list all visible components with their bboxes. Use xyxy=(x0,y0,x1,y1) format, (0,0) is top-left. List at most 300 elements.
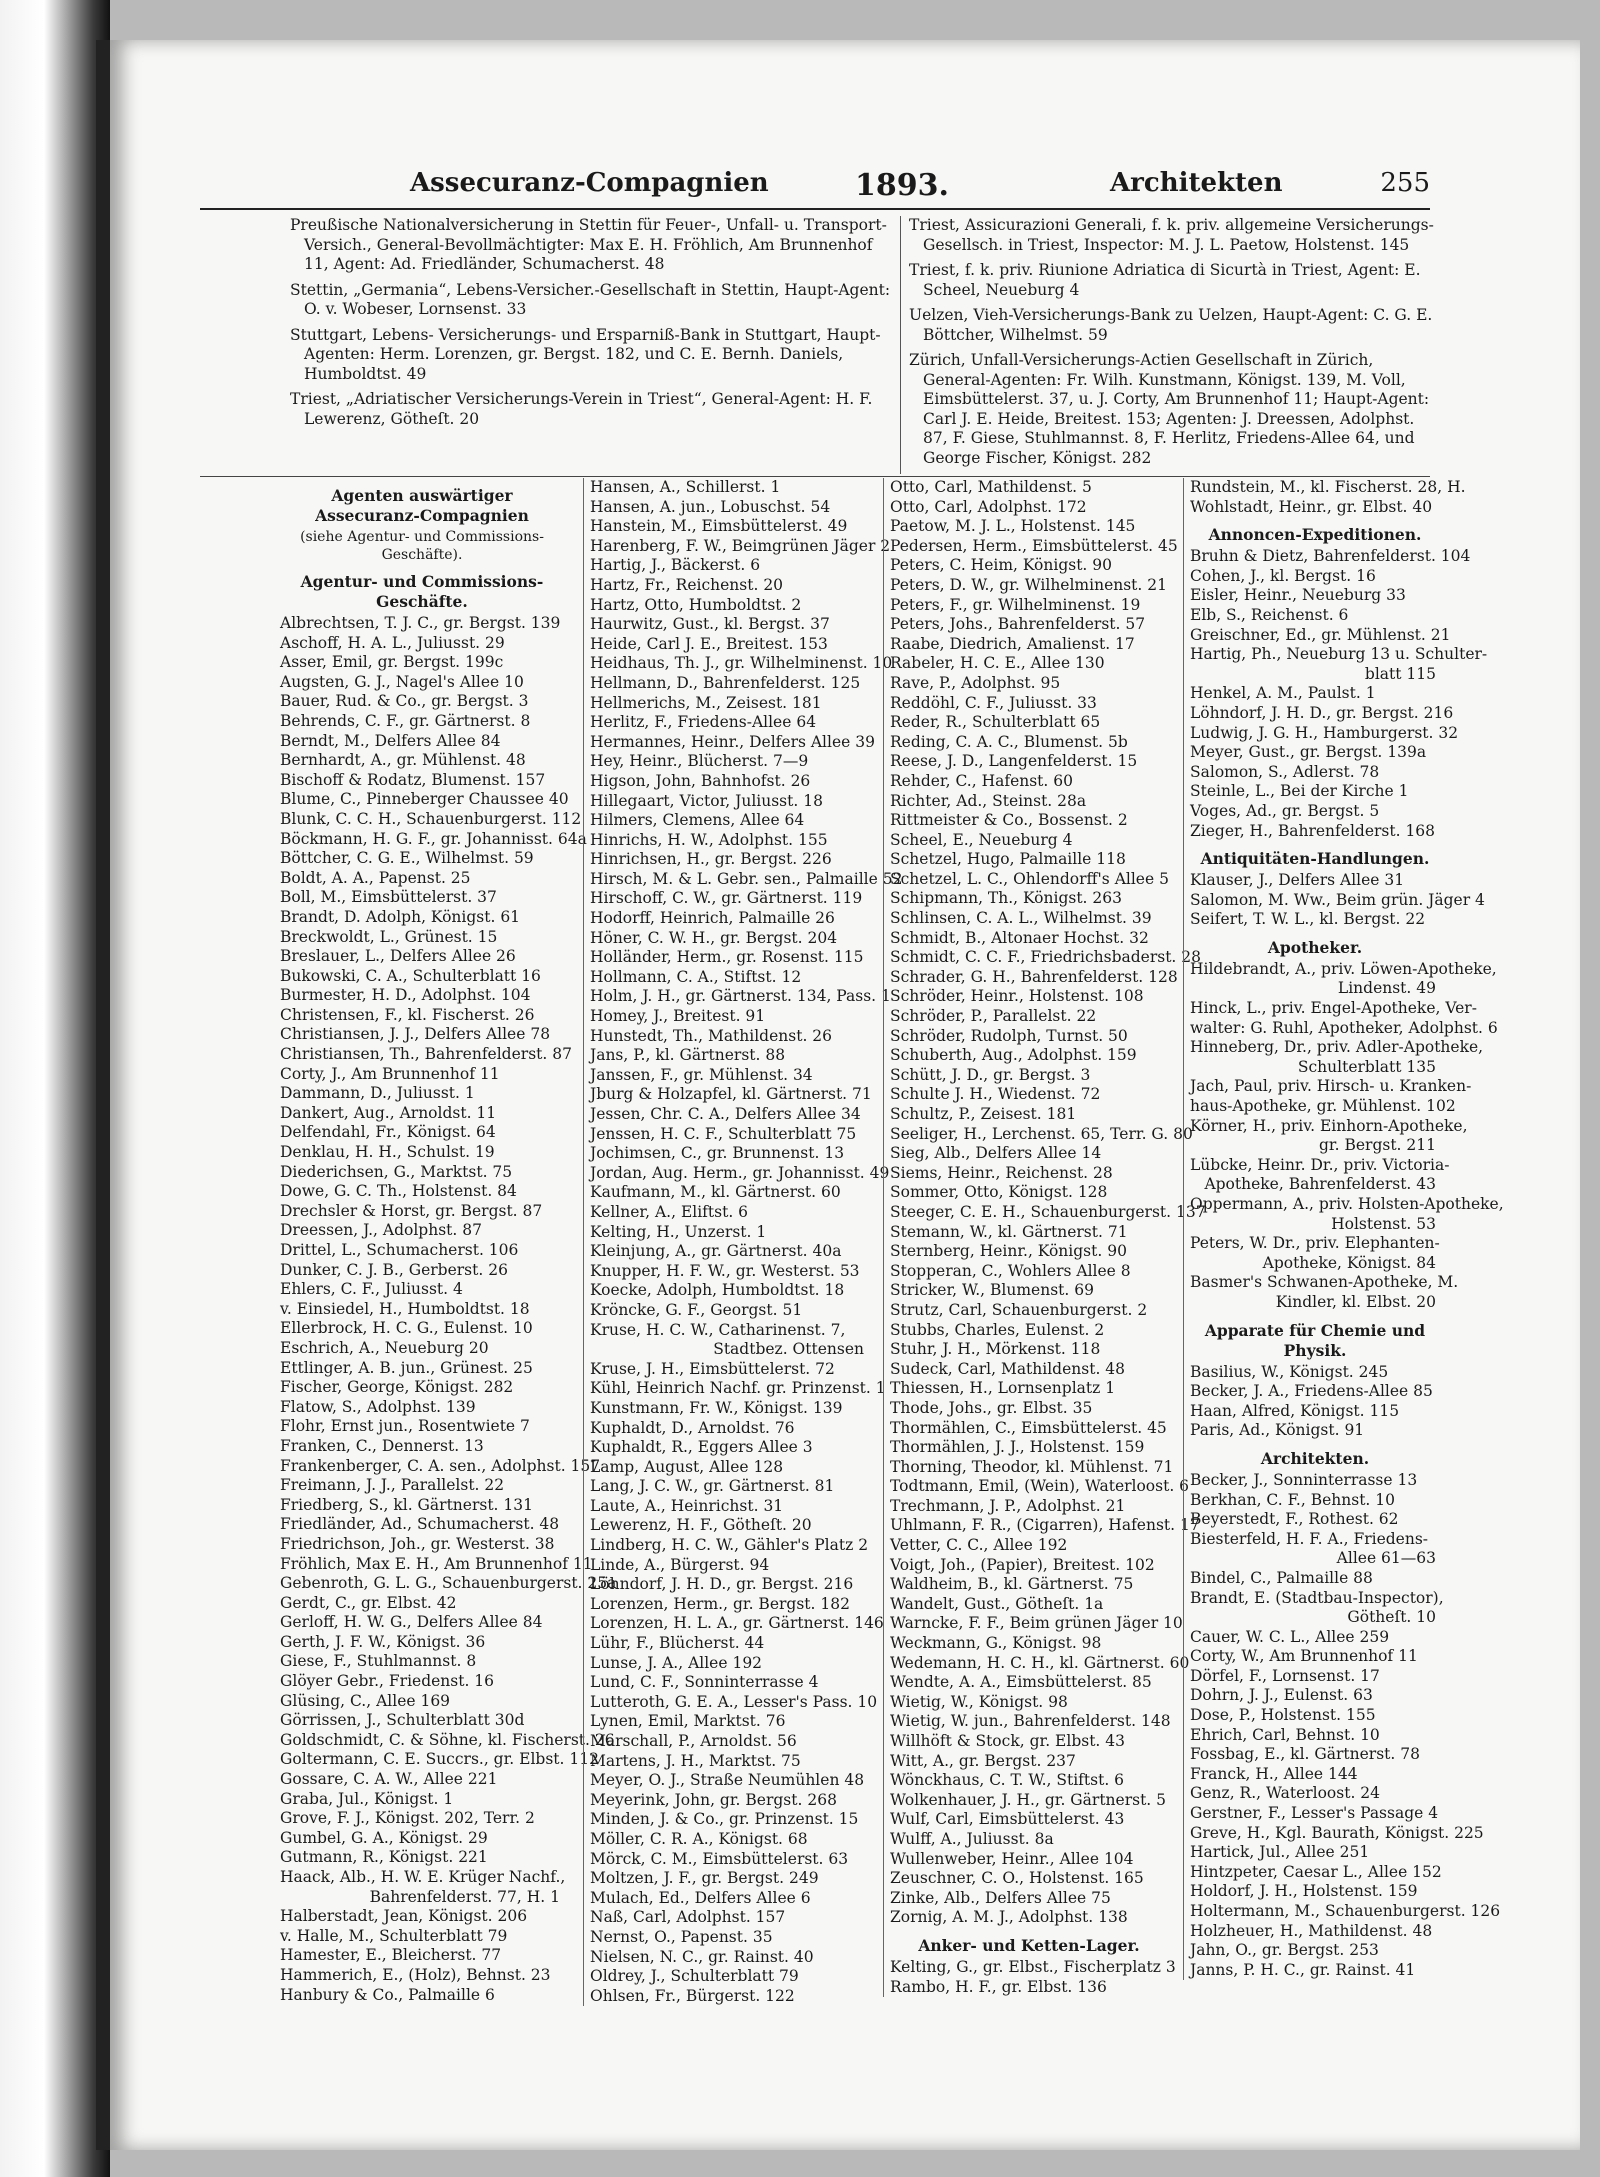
directory-line: Cohen, J., kl. Bergst. 16 xyxy=(1190,566,1376,585)
directory-line: Kindler, kl. Elbst. 20 xyxy=(1275,1292,1436,1311)
directory-line: Klauser, J., Delfers Allee 31 xyxy=(1190,871,1405,890)
directory-line: Heidhaus, Th. J., gr. Wilhelminenst. 10 xyxy=(590,654,893,673)
directory-line: Dammann, D., Juliusst. 1 xyxy=(280,1084,475,1103)
directory-line: Giese, F., Stuhlmannst. 8 xyxy=(280,1652,477,1671)
directory-line: Bahrenfelderst. 77, H. 1 xyxy=(369,1887,560,1906)
entry-list xyxy=(1190,478,1466,517)
directory-line: Wedemann, H. C. H., kl. Gärtnerst. 60 xyxy=(890,1653,1190,1672)
directory-line: walter: G. Ruhl, Apotheker, Adolphst. 6 xyxy=(1190,1018,1498,1037)
directory-line: Friedberg, S., kl. Gärtnerst. 131 xyxy=(280,1495,533,1514)
directory-line: Holdorf, J. H., Holstenst. 159 xyxy=(1190,1882,1418,1901)
column-2 xyxy=(583,478,903,2006)
directory-line: Wullenweber, Heinr., Allee 104 xyxy=(890,1849,1134,1868)
directory-line: Delfendahl, Fr., Königst. 64 xyxy=(280,1123,496,1142)
directory-line: Jenssen, H. C. F., Schulterblatt 75 xyxy=(590,1124,857,1143)
directory-line: Augsten, G. J., Nagel's Allee 10 xyxy=(280,672,524,691)
directory-line: Gumbel, G. A., Königst. 29 xyxy=(280,1828,488,1847)
directory-line: Breckwoldt, L., Grünest. 15 xyxy=(280,927,498,946)
directory-line: Raabe, Diedrich, Amalienst. 17 xyxy=(890,634,1135,653)
directory-line: Nernst, O., Papenst. 35 xyxy=(590,1927,773,1946)
directory-line: Schröder, Heinr., Holstenst. 108 xyxy=(890,987,1144,1006)
directory-line: Basmer's Schwanen-Apotheke, M. xyxy=(1190,1273,1459,1292)
directory-line: Sternberg, Heinr., Königst. 90 xyxy=(890,1242,1127,1261)
directory-line: Zieger, H., Bahrenfelderst. 168 xyxy=(1190,821,1436,840)
directory-line: Flatow, S., Adolphst. 139 xyxy=(280,1397,476,1416)
directory-line: Stricker, W., Blumenst. 69 xyxy=(890,1281,1094,1300)
directory-line: Goldschmidt, C. & Söhne, kl. Fischerst. 26 xyxy=(280,1730,615,1749)
directory-line: Stubbs, Charles, Eulenst. 2 xyxy=(890,1320,1105,1339)
directory-line: Dohrn, J. J., Eulenst. 63 xyxy=(1190,1686,1373,1705)
directory-line: Hartz, Otto, Humboldtst. 2 xyxy=(590,595,802,614)
directory-line: Kruse, H. C. W., Catharinenst. 7, xyxy=(590,1320,846,1339)
directory-line: Hinrichsen, H., gr. Bergst. 226 xyxy=(590,850,832,869)
directory-line: Gerth, J. F. W., Königst. 36 xyxy=(280,1632,486,1651)
directory-line: Gebenroth, G. L. G., Schauenburgerst. 25a xyxy=(280,1574,617,1593)
directory-line: Stopperan, C., Wohlers Allee 8 xyxy=(890,1261,1131,1280)
directory-line: Salomon, M. Ww., Beim grün. Jäger 4 xyxy=(1190,890,1485,909)
header-left-title: Assecuranz-Compagnien xyxy=(410,168,769,198)
directory-line: Koecke, Adolph, Humboldtst. 18 xyxy=(590,1281,845,1300)
directory-line: Sieg, Alb., Delfers Allee 14 xyxy=(890,1144,1102,1163)
directory-line: Trechmann, J. P., Adolphst. 21 xyxy=(890,1496,1126,1515)
directory-line: Mulach, Ed., Delfers Allee 6 xyxy=(590,1888,811,1907)
directory-line: Götheſt. 10 xyxy=(1347,1608,1436,1627)
directory-line: Albrechtsen, T. J. C., gr. Bergst. 139 xyxy=(280,614,561,632)
directory-line: Elb, S., Reichenst. 6 xyxy=(1190,605,1349,624)
directory-line: Drittel, L., Schumacherst. 106 xyxy=(280,1241,519,1259)
directory-line: Reddöhl, C. F., Juliusst. 33 xyxy=(890,693,1097,712)
directory-line: Reding, C. A. C., Blumenst. 5b xyxy=(890,732,1128,751)
directory-line: Zinke, Alb., Delfers Allee 75 xyxy=(890,1888,1111,1907)
directory-line: Hodorff, Heinrich, Palmaille 26 xyxy=(590,909,835,928)
section-title: Agenten auswärtiger Assecuranz-Compagnien xyxy=(315,486,529,525)
directory-line: Schetzel, L. C., Ohlendorff's Allee 5 xyxy=(890,869,1169,888)
directory-line: Janns, P. H. C., gr. Rainst. 41 xyxy=(1190,1960,1416,1979)
directory-line: Willhöft & Stock, gr. Elbst. 43 xyxy=(890,1732,1126,1750)
directory-line: Rehder, C., Hafenst. 60 xyxy=(890,771,1073,790)
directory-line: Glöyer Gebr., Friedenst. 16 xyxy=(280,1672,495,1691)
directory-line: haus-Apotheke, gr. Mühlenst. 102 xyxy=(1190,1097,1456,1116)
directory-line: Weckmann, G., Königst. 98 xyxy=(890,1634,1102,1653)
directory-line: Schlinsen, C. A. L., Wilhelmst. 39 xyxy=(890,909,1152,928)
directory-line: Hermannes, Heinr., Delfers Allee 39 xyxy=(590,732,875,751)
directory-line: Janssen, F., gr. Mühlenst. 34 xyxy=(590,1065,813,1084)
directory-line: Wolkenhauer, J. H., gr. Gärtnerst. 5 xyxy=(890,1790,1167,1809)
directory-entry: Stuttgart, Lebens- Versicherungs- und Ersparniß-Bank in Stuttgart, Haupt-Agenten: Herm. Lorenzen, gr. Bergst. 182, und C. E. Bernh. Daniels, Humboldtst. 49 xyxy=(290,325,881,383)
directory-line: Fischer, George, Königst. 282 xyxy=(280,1378,514,1397)
directory-line: Meyer, Gust., gr. Bergst. 139a xyxy=(1190,743,1427,762)
directory-line: Schipmann, Th., Königst. 263 xyxy=(890,889,1123,908)
directory-line: Marschall, P., Arnoldst. 56 xyxy=(590,1732,797,1750)
directory-line: Thiessen, H., Lornsenplatz 1 xyxy=(890,1379,1116,1398)
directory-line: Fröhlich, Max E. H., Am Brunnenhof 11 xyxy=(280,1554,593,1573)
directory-line: Oldrey, J., Schulterblatt 79 xyxy=(590,1967,799,1986)
directory-line: Thormählen, J. J., Holstenst. 159 xyxy=(890,1438,1145,1457)
directory-line: Eschrich, A., Neueburg 20 xyxy=(280,1338,489,1357)
directory-line: Ettlinger, A. B. jun., Grünest. 25 xyxy=(280,1358,533,1377)
directory-line: Jochimsen, C., gr. Brunnenst. 13 xyxy=(590,1144,845,1163)
directory-line: Peters, W. Dr., priv. Elephanten- xyxy=(1190,1234,1440,1253)
directory-line: Wulf, Carl, Eimsbüttelerst. 43 xyxy=(890,1810,1125,1829)
directory-entry: Zürich, Unfall-Versicherungs-Actien Gesellschaft in Zürich, General-Agenten: Fr. Wilh. Kunstmann, Königst. 139, M. Voll, Eimsbüttelerst. 37, u. J. Corty, Am Brunnenhof 11; Haupt-Agent: Carl J. E. Heide, Breitest. 153; Agenten: J. Dreessen, Adolphst. 87, F. Giese, Stuhlmannst. 8, F. Herlitz, Friedens-Allee 64, und George Fischer, Königst. 282 xyxy=(909,351,1430,467)
directory-line: Genz, R., Waterloost. 24 xyxy=(1190,1784,1381,1803)
column-4 xyxy=(1183,478,1504,1980)
directory-line: Wendte, A. A., Eimsbüttelerst. 85 xyxy=(890,1673,1152,1692)
directory-line: Zornig, A. M. J., Adolphst. 138 xyxy=(890,1908,1128,1927)
top-left-column xyxy=(290,216,900,435)
directory-line: Glüsing, C., Allee 169 xyxy=(280,1691,451,1710)
directory-line: Mörck, C. M., Eimsbüttelerst. 63 xyxy=(590,1849,849,1868)
directory-line: Friedrichson, Joh., gr. Westerst. 38 xyxy=(280,1534,555,1553)
directory-line: Bukowski, C. A., Schulterblatt 16 xyxy=(280,966,541,985)
directory-line: Becker, J. A., Friedens-Allee 85 xyxy=(1190,1382,1433,1401)
directory-line: Lorenzen, Herm., gr. Bergst. 182 xyxy=(590,1594,850,1613)
directory-line: Otto, Carl, Adolphst. 172 xyxy=(890,497,1087,516)
directory-line: Franken, C., Dennerst. 13 xyxy=(280,1436,484,1455)
directory-line: Lindenst. 49 xyxy=(1337,979,1436,998)
directory-line: Rave, P., Adolphst. 95 xyxy=(890,673,1061,692)
directory-line: Hinneberg, Dr., priv. Adler-Apotheke, xyxy=(1190,1038,1484,1057)
directory-line: Sommer, Otto, Königst. 128 xyxy=(890,1183,1108,1202)
directory-line: Knupper, H. F. W., gr. Westerst. 53 xyxy=(590,1261,860,1280)
directory-line: Breslauer, L., Delfers Allee 26 xyxy=(280,947,516,966)
directory-line: Kleinjung, A., gr. Gärtnerst. 40a xyxy=(590,1242,842,1261)
directory-line: Siems, Heinr., Reichenst. 28 xyxy=(890,1163,1113,1182)
directory-line: Holtermann, M., Schauenburgerst. 126 xyxy=(1190,1902,1501,1920)
directory-line: Graba, Jul., Königst. 1 xyxy=(280,1789,454,1808)
directory-line: Haan, Alfred, Königst. 115 xyxy=(1190,1401,1400,1420)
directory-line: Hellmann, D., Bahrenfelderst. 125 xyxy=(590,673,861,692)
directory-line: Gerstner, F., Lesser's Passage 4 xyxy=(1190,1804,1439,1823)
directory-line: Halberstadt, Jean, Königst. 206 xyxy=(280,1907,528,1926)
directory-line: Hey, Heinr., Blücherst. 7—9 xyxy=(590,752,809,771)
directory-line: Hunstedt, Th., Mathildenst. 26 xyxy=(590,1026,833,1045)
directory-line: v. Einsiedel, H., Humboldtst. 18 xyxy=(280,1299,530,1318)
directory-line: Görrissen, J., Schulterblatt 30d xyxy=(280,1711,525,1730)
directory-line: Vetter, C. C., Allee 192 xyxy=(890,1536,1068,1555)
directory-line: Voges, Ad., gr. Bergst. 5 xyxy=(1190,801,1380,820)
directory-line: Haurwitz, Gust., kl. Bergst. 37 xyxy=(590,615,830,634)
directory-line: Bauer, Rud. & Co., gr. Bergst. 3 xyxy=(280,692,529,711)
directory-line: Fossbag, E., kl. Gärtnerst. 78 xyxy=(1190,1745,1420,1764)
directory-line: Gerdt, C., gr. Elbst. 42 xyxy=(280,1593,457,1612)
directory-line: Blume, C., Pinneberger Chaussee 40 xyxy=(280,790,569,809)
directory-line: Richter, Ad., Steinst. 28a xyxy=(890,791,1087,810)
directory-line: Hartig, Ph., Neueburg 13 u. Schulter- xyxy=(1190,645,1488,664)
directory-line: Waldheim, B., kl. Gärtnerst. 75 xyxy=(890,1575,1134,1594)
directory-line: Hellmerichs, M., Zeisest. 181 xyxy=(590,693,822,712)
directory-line: Asser, Emil, gr. Bergst. 199c xyxy=(280,653,504,672)
directory-line: Körner, H., priv. Einhorn-Apotheke, xyxy=(1190,1116,1468,1135)
directory-line: Brandt, E. (Stadtbau-Inspector), xyxy=(1190,1588,1444,1607)
directory-line: Holländer, Herm., gr. Rosenst. 115 xyxy=(590,948,864,967)
directory-line: Lorenzen, H. L. A., gr. Gärtnerst. 146 xyxy=(590,1614,884,1633)
directory-line: Peters, D. W., gr. Wilhelminenst. 21 xyxy=(890,575,1167,594)
directory-line: Salomon, S., Adlerst. 78 xyxy=(1190,762,1380,781)
directory-line: Rundstein, M., kl. Fischerst. 28, H. xyxy=(1190,478,1466,496)
entry-list xyxy=(1190,1470,1501,1980)
directory-line: gr. Bergst. 211 xyxy=(1319,1136,1436,1155)
directory-line: Nielsen, N. C., gr. Rainst. 40 xyxy=(590,1947,814,1966)
page-header xyxy=(200,168,1430,210)
directory-line: Higson, John, Bahnhofst. 26 xyxy=(590,771,811,790)
directory-line: Hartig, J., Bäckerst. 6 xyxy=(590,556,761,575)
directory-line: Friedländer, Ad., Schumacherst. 48 xyxy=(280,1515,560,1534)
top-right-column xyxy=(900,216,1439,474)
page-number: 255 xyxy=(1380,168,1430,198)
directory-line: Kelting, H., Unzerst. 1 xyxy=(590,1222,767,1241)
section-title: Agentur- und Commissions-Geschäfte. xyxy=(300,572,544,611)
directory-line: Burmester, H. D., Adolphst. 104 xyxy=(280,986,531,1005)
directory-line: Allee 61—63 xyxy=(1336,1549,1436,1568)
directory-line: Bruhn & Dietz, Bahrenfelderst. 104 xyxy=(1190,547,1471,566)
top-entries xyxy=(200,216,1434,477)
directory-line: Zeuschner, C. O., Holstenst. 165 xyxy=(890,1869,1144,1888)
directory-line: Bindel, C., Palmaille 88 xyxy=(1190,1568,1373,1587)
book-spine xyxy=(0,0,110,2177)
directory-line: Schuberth, Aug., Adolphst. 159 xyxy=(890,1046,1137,1065)
directory-line: Martens, J. H., Marktst. 75 xyxy=(590,1751,801,1770)
directory-line: Christensen, F., kl. Fischerst. 26 xyxy=(280,1005,535,1024)
directory-line: Dreessen, J., Adolphst. 87 xyxy=(280,1221,482,1240)
directory-line: Hildebrandt, A., priv. Löwen-Apotheke, xyxy=(1190,959,1497,978)
header-right-title: Architekten xyxy=(1110,168,1283,198)
directory-line: Reder, R., Schulterblatt 65 xyxy=(890,713,1101,732)
directory-line: Todtmann, Emil, (Wein), Waterloost. 6 xyxy=(890,1477,1190,1496)
section-title: Apparate für Chemie und Physik. xyxy=(1204,1320,1426,1360)
directory-line: Lübcke, Heinr. Dr., priv. Victoria- xyxy=(1190,1155,1450,1174)
directory-line: Apotheke, Königst. 84 xyxy=(1262,1253,1436,1272)
directory-line: Wietig, W. jun., Bahrenfelderst. 148 xyxy=(890,1712,1171,1731)
directory-line: Aschoff, H. A. L., Juliusst. 29 xyxy=(280,633,505,652)
directory-line: Böttcher, C. G. E., Wilhelmst. 59 xyxy=(280,849,534,868)
directory-line: Lund, C. F., Sonninterrasse 4 xyxy=(590,1673,819,1692)
header-year: 1893. xyxy=(855,168,949,203)
directory-line: Schultz, P., Zeisest. 181 xyxy=(890,1105,1077,1123)
directory-line: Beyerstedt, F., Rothest. 62 xyxy=(1190,1510,1399,1529)
directory-line: Strutz, Carl, Schauenburgerst. 2 xyxy=(890,1300,1148,1319)
directory-line: Christiansen, J. J., Delfers Allee 78 xyxy=(280,1025,551,1044)
directory-line: Steeger, C. E. H., Schauenburgerst. 137 xyxy=(890,1202,1206,1221)
directory-line: Hartick, Jul., Allee 251 xyxy=(1190,1843,1370,1862)
directory-line: Denklau, H. H., Schulst. 19 xyxy=(280,1143,495,1162)
directory-entry: Uelzen, Vieh-Versicherungs-Bank zu Uelzen, Haupt-Agent: C. G. E. Böttcher, Wilhelmst. 59 xyxy=(909,306,1433,344)
directory-line: Jahn, O., gr. Bergst. 253 xyxy=(1190,1941,1379,1960)
directory-line: Rittmeister & Co., Bossenst. 2 xyxy=(890,811,1128,830)
directory-line: Corty, W., Am Brunnenhof 11 xyxy=(1190,1647,1418,1666)
directory-line: Stadtbez. Ottensen xyxy=(713,1340,864,1359)
directory-line: Schulterblatt 135 xyxy=(1297,1057,1436,1076)
directory-line: Christiansen, Th., Bahrenfelderst. 87 xyxy=(280,1045,572,1064)
directory-line: Hillegaart, Victor, Juliusst. 18 xyxy=(590,791,823,810)
section-title: Antiquitäten-Handlungen. xyxy=(1200,849,1430,869)
directory-line: Boldt, A. A., Papenst. 25 xyxy=(280,868,471,887)
directory-line: Löhndorf, J. H. D., gr. Bergst. 216 xyxy=(590,1575,854,1594)
directory-line: Rambo, H. F., gr. Elbst. 136 xyxy=(890,1977,1107,1996)
entry-list xyxy=(1190,959,1504,1313)
directory-line: Naß, Carl, Adolphst. 157 xyxy=(590,1908,786,1927)
directory-line: Hartz, Fr., Reichenst. 20 xyxy=(590,575,784,594)
section-title: Architekten. xyxy=(1260,1448,1370,1468)
column-1 xyxy=(280,478,617,2005)
directory-line: Lindberg, H. C. W., Gähler's Platz 2 xyxy=(590,1536,869,1555)
entry-list xyxy=(590,478,903,2006)
section-title: Apotheker. xyxy=(1267,937,1363,957)
directory-line: Jach, Paul, priv. Hirsch- u. Kranken- xyxy=(1190,1077,1472,1096)
directory-line: Herlitz, F., Friedens-Allee 64 xyxy=(590,713,817,732)
directory-line: Apotheke, Bahrenfelderst. 43 xyxy=(1204,1175,1436,1194)
directory-line: Uhlmann, F. R., (Cigarren), Hafenst. 17 xyxy=(890,1516,1200,1535)
directory-line: Ehrich, Carl, Behnst. 10 xyxy=(1190,1725,1380,1744)
directory-line: Becker, J., Sonninterrasse 13 xyxy=(1190,1470,1418,1489)
entry-list xyxy=(890,1957,1176,1997)
directory-line: Lang, J. C. W., gr. Gärtnerst. 81 xyxy=(590,1477,835,1496)
directory-line: Kaufmann, M., kl. Gärtnerst. 60 xyxy=(590,1183,841,1202)
directory-columns xyxy=(280,478,1504,2158)
directory-line: Freimann, J. J., Parallelst. 22 xyxy=(280,1476,505,1495)
directory-line: Wandelt, Gust., Götheſt. 1a xyxy=(890,1594,1104,1613)
entry-list xyxy=(1190,547,1488,841)
directory-line: Gossare, C. A. W., Allee 221 xyxy=(280,1770,498,1789)
entry-list xyxy=(1190,1363,1440,1441)
directory-line: Wulff, A., Juliusst. 8a xyxy=(890,1829,1054,1848)
directory-line: Sudeck, Carl, Mathildenst. 48 xyxy=(890,1359,1126,1378)
directory-line: Hansen, A., Schillerst. 1 xyxy=(590,478,781,496)
directory-line: blatt 115 xyxy=(1364,664,1436,683)
directory-line: Bernhardt, A., gr. Mühlenst. 48 xyxy=(280,751,526,770)
entry-list xyxy=(280,614,617,2005)
directory-line: Kelting, G., gr. Elbst., Fischerplatz 3 xyxy=(890,1957,1176,1976)
directory-line: Holstenst. 53 xyxy=(1331,1214,1436,1233)
directory-line: Thormählen, C., Eimsbüttelerst. 45 xyxy=(890,1418,1167,1437)
directory-line: Otto, Carl, Mathildenst. 5 xyxy=(890,478,1092,496)
directory-line: Lewerenz, H. F., Götheſt. 20 xyxy=(590,1516,812,1535)
directory-line: Hollmann, C. A., Stiftst. 12 xyxy=(590,967,802,986)
directory-line: Basilius, W., Königst. 245 xyxy=(1190,1362,1389,1381)
directory-line: Minden, J. & Co., gr. Prinzenst. 15 xyxy=(590,1810,859,1829)
directory-line: Greischner, Ed., gr. Mühlenst. 21 xyxy=(1190,625,1451,644)
directory-line: Biesterfeld, H. F. A., Friedens- xyxy=(1190,1529,1429,1548)
directory-line: Hinck, L., priv. Engel-Apotheke, Ver- xyxy=(1190,999,1477,1018)
directory-line: Peters, C. Heim, Königst. 90 xyxy=(890,556,1113,575)
directory-line: Blunk, C. C. H., Schauenburgerst. 112 xyxy=(280,809,582,828)
directory-line: Diederichsen, G., Marktst. 75 xyxy=(280,1162,513,1181)
directory-line: Schrader, G. H., Bahrenfelderst. 128 xyxy=(890,967,1178,986)
directory-line: Grove, F. J., Königst. 202, Terr. 2 xyxy=(280,1809,535,1828)
directory-line: Schröder, P., Parallelst. 22 xyxy=(890,1007,1097,1026)
directory-line: Dowe, G. C. Th., Holstenst. 84 xyxy=(280,1182,517,1201)
directory-line: Berkhan, C. F., Behnst. 10 xyxy=(1190,1490,1395,1509)
directory-line: Drechsler & Horst, gr. Bergst. 87 xyxy=(280,1201,543,1220)
directory-line: Kröncke, G. F., Georgst. 51 xyxy=(590,1300,803,1319)
directory-line: Rabeler, H. C. E., Allee 130 xyxy=(890,654,1105,673)
directory-line: Gutmann, R., Königst. 221 xyxy=(280,1848,488,1867)
directory-line: Thorning, Theodor, kl. Mühlenst. 71 xyxy=(890,1457,1174,1476)
directory-line: Lamp, August, Allee 128 xyxy=(590,1457,784,1476)
directory-line: Dörfel, F., Lornsenst. 17 xyxy=(1190,1666,1380,1685)
section-title: Anker- und Ketten-Lager. xyxy=(918,1935,1140,1955)
directory-line: Reese, J. D., Langenfelderst. 15 xyxy=(890,752,1138,771)
directory-line: Pedersen, Herm., Eimsbüttelerst. 45 xyxy=(890,536,1178,555)
directory-line: Hamester, E., Bleicherst. 77 xyxy=(280,1946,502,1965)
directory-line: Linde, A., Bürgerst. 94 xyxy=(590,1555,770,1574)
directory-line: Henkel, A. M., Paulst. 1 xyxy=(1190,684,1376,703)
directory-line: Laute, A., Heinrichst. 31 xyxy=(590,1496,784,1515)
directory-line: Harenberg, F. W., Beimgrünen Jäger 2 xyxy=(590,536,891,555)
section-title: Annoncen-Expeditionen. xyxy=(1208,525,1422,545)
directory-line: Thode, Johs., gr. Elbst. 35 xyxy=(890,1398,1093,1417)
directory-line: Seifert, T. W. L., kl. Bergst. 22 xyxy=(1190,910,1426,929)
directory-line: Behrends, C. F., gr. Gärtnerst. 8 xyxy=(280,711,531,730)
directory-line: Oppermann, A., priv. Holsten-Apotheke, xyxy=(1190,1195,1504,1213)
directory-line: Jordan, Aug. Herm., gr. Johannisst. 49 xyxy=(590,1163,890,1182)
directory-line: Kunstmann, Fr. W., Königst. 139 xyxy=(590,1398,843,1417)
directory-line: Kruse, J. H., Eimsbüttelerst. 72 xyxy=(590,1359,835,1378)
directory-line: Holm, J. H., gr. Gärtnerst. 134, Pass. 1 xyxy=(590,987,891,1006)
directory-line: Boll, M., Eimsbüttelerst. 37 xyxy=(280,888,497,907)
directory-line: Schulte J. H., Wiedenst. 72 xyxy=(890,1085,1101,1104)
directory-entry: Triest, f. k. priv. Riunione Adriatica di Sicurtà in Triest, Agent: E. Scheel, Neueburg 4 xyxy=(909,261,1421,299)
directory-line: Moltzen, J. F., gr. Bergst. 249 xyxy=(590,1869,819,1888)
directory-line: Ellerbrock, H. C. G., Eulenst. 10 xyxy=(280,1319,533,1338)
directory-line: Lühr, F., Blücherst. 44 xyxy=(590,1634,765,1653)
directory-line: Paris, Ad., Königst. 91 xyxy=(1190,1421,1365,1440)
directory-line: Wietig, W., Königst. 98 xyxy=(890,1692,1068,1711)
directory-line: Kuphaldt, R., Eggers Allee 3 xyxy=(590,1438,813,1457)
directory-line: Böckmann, H. G. F., gr. Johannisst. 64a xyxy=(280,829,587,848)
entry-list xyxy=(1190,871,1485,930)
directory-line: Dose, P., Holstenst. 155 xyxy=(1190,1706,1376,1725)
directory-line: Schmidt, C. C. F., Friedrichsbaderst. 28 xyxy=(890,948,1202,967)
directory-line: Kühl, Heinrich Nachf. gr. Prinzenst. 1 xyxy=(590,1379,886,1398)
directory-line: Brandt, D. Adolph, Königst. 61 xyxy=(280,907,521,926)
directory-line: Peters, F., gr. Wilhelminenst. 19 xyxy=(890,595,1141,614)
directory-line: Heide, Carl J. E., Breitest. 153 xyxy=(590,634,828,653)
directory-line: Hirsch, M. & L. Gebr. sen., Palmaille 52 xyxy=(590,869,903,888)
directory-line: Scheel, E., Neueburg 4 xyxy=(890,830,1073,849)
directory-line: Ludwig, J. G. H., Hamburgerst. 32 xyxy=(1190,723,1459,742)
directory-line: Löhndorf, J. H. D., gr. Bergst. 216 xyxy=(1190,703,1454,722)
directory-line: Hanstein, M., Eimsbüttelerst. 49 xyxy=(590,517,848,536)
directory-line: Greve, H., Kgl. Baurath, Königst. 225 xyxy=(1190,1823,1484,1842)
directory-entry: Triest, Assicurazioni Generali, f. k. priv. allgemeine Versicherungs-Gesellsch. in Triest, Inspector: M. J. L. Paetow, Holstenst. 145 xyxy=(909,216,1434,254)
directory-line: Cauer, W. C. L., Allee 259 xyxy=(1190,1627,1390,1646)
directory-line: Paetow, M. J. L., Holstenst. 145 xyxy=(890,517,1136,536)
directory-line: Franck, H., Allee 144 xyxy=(1190,1764,1358,1783)
directory-line: Holzheuer, H., Mathildenst. 48 xyxy=(1190,1921,1433,1940)
directory-line: Dankert, Aug., Arnoldst. 11 xyxy=(280,1103,497,1122)
column-3 xyxy=(883,478,1206,1997)
directory-line: Witt, A., gr. Bergst. 237 xyxy=(890,1751,1076,1770)
directory-line: Corty, J., Am Brunnenhof 11 xyxy=(280,1064,500,1083)
directory-line: Hintzpeter, Caesar L., Allee 152 xyxy=(1190,1862,1442,1881)
directory-line: Frankenberger, C. A. sen., Adolphst. 157 xyxy=(280,1456,601,1475)
directory-line: Gerloff, H. W. G., Delfers Allee 84 xyxy=(280,1613,543,1632)
directory-line: Schmidt, B., Altonaer Hochst. 32 xyxy=(890,928,1149,947)
directory-line: Kellner, A., Eliftst. 6 xyxy=(590,1202,749,1221)
directory-line: Hansen, A. jun., Lobuschst. 54 xyxy=(590,497,831,516)
directory-line: Lutteroth, G. E. A., Lesser's Pass. 10 xyxy=(590,1692,878,1711)
section-note: (siehe Agentur- und Commissions-Geschäfte). xyxy=(300,529,544,563)
directory-line: Schröder, Rudolph, Turnst. 50 xyxy=(890,1026,1128,1045)
directory-line: Voigt, Joh., (Papier), Breitest. 102 xyxy=(890,1555,1155,1574)
directory-line: Kuphaldt, D., Arnoldst. 76 xyxy=(590,1418,795,1437)
directory-line: Hilmers, Clemens, Allee 64 xyxy=(590,811,805,830)
page xyxy=(110,40,1580,2150)
directory-line: Jans, P., kl. Gärtnerst. 88 xyxy=(590,1046,786,1065)
directory-line: Meyer, O. J., Straße Neumühlen 48 xyxy=(590,1771,865,1790)
directory-line: Stemann, W., kl. Gärtnerst. 71 xyxy=(890,1222,1128,1241)
